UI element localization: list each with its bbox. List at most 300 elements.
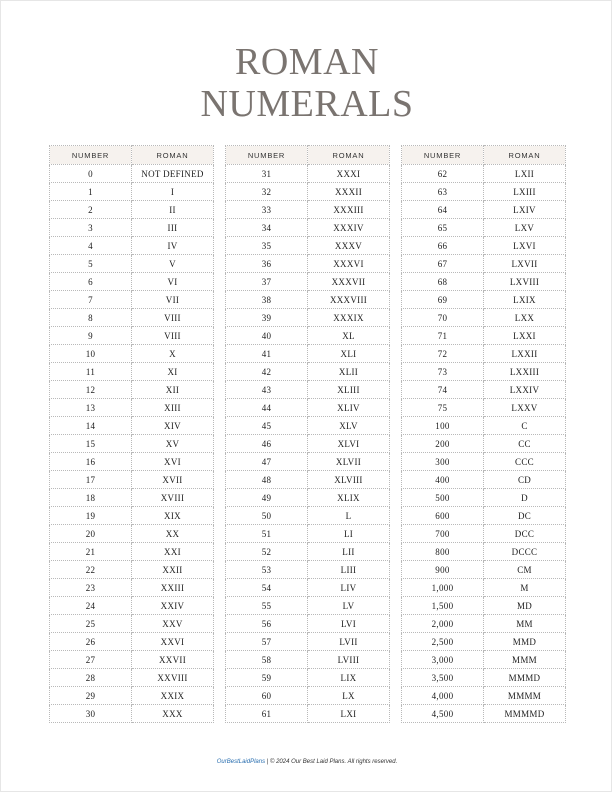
roman-cell: MD: [484, 597, 566, 615]
table-row: [226, 687, 390, 705]
column-header-roman: ROMAN: [308, 146, 390, 165]
roman-cell: L: [308, 507, 390, 525]
roman-cell: XLV: [308, 417, 390, 435]
roman-cell: LXVI: [484, 237, 566, 255]
roman-cell: LVII: [308, 633, 390, 651]
number-cell: 65: [402, 219, 484, 237]
roman-cell: XXXVIII: [308, 291, 390, 309]
number-cell: 23: [50, 579, 132, 597]
number-cell: 71: [402, 327, 484, 345]
roman-cell: MMD: [484, 633, 566, 651]
number-cell: 20: [50, 525, 132, 543]
roman-cell: VIII: [132, 327, 214, 345]
table-row: [226, 705, 390, 723]
number-cell: 14: [50, 417, 132, 435]
table-row: [226, 273, 390, 291]
number-cell: 200: [402, 435, 484, 453]
number-cell: 2,000: [402, 615, 484, 633]
table-row: [402, 507, 566, 525]
table-row: [50, 579, 214, 597]
table-row: [226, 471, 390, 489]
roman-cell: LII: [308, 543, 390, 561]
number-cell: 300: [402, 453, 484, 471]
page-title: [1, 41, 612, 125]
number-cell: 1,500: [402, 597, 484, 615]
number-cell: 3: [50, 219, 132, 237]
roman-cell: I: [132, 183, 214, 201]
roman-cell: CD: [484, 471, 566, 489]
roman-cell: XLIV: [308, 399, 390, 417]
roman-cell: XII: [132, 381, 214, 399]
roman-cell: IV: [132, 237, 214, 255]
table-row: [50, 669, 214, 687]
roman-cell: XVI: [132, 453, 214, 471]
number-cell: 55: [226, 597, 308, 615]
roman-cell: XXVII: [132, 651, 214, 669]
number-cell: 34: [226, 219, 308, 237]
roman-cell: LXI: [308, 705, 390, 723]
table-row: [402, 165, 566, 183]
number-cell: 1,000: [402, 579, 484, 597]
roman-cell: LXIII: [484, 183, 566, 201]
number-cell: 67: [402, 255, 484, 273]
table-row: [226, 453, 390, 471]
table-row: [402, 669, 566, 687]
roman-cell: XLVII: [308, 453, 390, 471]
roman-cell: XIV: [132, 417, 214, 435]
number-cell: 19: [50, 507, 132, 525]
number-cell: 4,000: [402, 687, 484, 705]
roman-cell: LX: [308, 687, 390, 705]
roman-cell: VIII: [132, 309, 214, 327]
number-cell: 11: [50, 363, 132, 381]
table-row: [50, 291, 214, 309]
number-cell: 28: [50, 669, 132, 687]
table-row: [50, 183, 214, 201]
number-cell: 800: [402, 543, 484, 561]
roman-cell: II: [132, 201, 214, 219]
title-line-1: ROMAN: [235, 41, 379, 83]
roman-cell: III: [132, 219, 214, 237]
table-row: [402, 615, 566, 633]
number-cell: 64: [402, 201, 484, 219]
number-cell: 49: [226, 489, 308, 507]
roman-cell: XIII: [132, 399, 214, 417]
number-cell: 9: [50, 327, 132, 345]
table-row: [50, 417, 214, 435]
roman-cell: XXVI: [132, 633, 214, 651]
roman-cell: LXIV: [484, 201, 566, 219]
number-cell: 24: [50, 597, 132, 615]
number-cell: 37: [226, 273, 308, 291]
number-cell: 42: [226, 363, 308, 381]
number-cell: 47: [226, 453, 308, 471]
table-row: [402, 255, 566, 273]
table-row: [226, 363, 390, 381]
table-row: [50, 201, 214, 219]
number-cell: 4,500: [402, 705, 484, 723]
number-cell: 59: [226, 669, 308, 687]
table-row: [402, 471, 566, 489]
table-row: [402, 273, 566, 291]
number-cell: 22: [50, 561, 132, 579]
number-cell: 40: [226, 327, 308, 345]
roman-cell: XLVI: [308, 435, 390, 453]
table-row: [402, 399, 566, 417]
number-cell: 25: [50, 615, 132, 633]
roman-cell: DCC: [484, 525, 566, 543]
table-row: [226, 615, 390, 633]
table-row: [402, 381, 566, 399]
table-row: [402, 327, 566, 345]
roman-cell: XLII: [308, 363, 390, 381]
table-row: [50, 615, 214, 633]
number-cell: 33: [226, 201, 308, 219]
roman-cell: XX: [132, 525, 214, 543]
table-row: [226, 237, 390, 255]
roman-cell: XXVIII: [132, 669, 214, 687]
roman-cell: XXI: [132, 543, 214, 561]
table-row: [402, 435, 566, 453]
roman-cell: XI: [132, 363, 214, 381]
column-header-number: NUMBER: [402, 146, 484, 165]
number-cell: 6: [50, 273, 132, 291]
roman-cell: LXV: [484, 219, 566, 237]
roman-cell: LXII: [484, 165, 566, 183]
number-cell: 61: [226, 705, 308, 723]
column-header-roman: ROMAN: [484, 146, 566, 165]
roman-cell: V: [132, 255, 214, 273]
number-cell: 72: [402, 345, 484, 363]
table-row: [402, 579, 566, 597]
roman-cell: XV: [132, 435, 214, 453]
table-row: [226, 543, 390, 561]
roman-cell: LV: [308, 597, 390, 615]
table-row: [50, 597, 214, 615]
table-row: [402, 687, 566, 705]
table-row: [226, 669, 390, 687]
table-row: [226, 201, 390, 219]
table-row: [50, 453, 214, 471]
roman-cell: XXXIV: [308, 219, 390, 237]
number-cell: 30: [50, 705, 132, 723]
roman-cell: XXXIII: [308, 201, 390, 219]
roman-cell: NOT DEFINED: [132, 165, 214, 183]
number-cell: 2: [50, 201, 132, 219]
number-cell: 54: [226, 579, 308, 597]
number-cell: 36: [226, 255, 308, 273]
table-row: [50, 705, 214, 723]
table-row: [226, 219, 390, 237]
number-cell: 700: [402, 525, 484, 543]
roman-cell: XXIX: [132, 687, 214, 705]
table-row: [402, 543, 566, 561]
footer-copyright: | © 2024 Our Best Laid Plans. All rights reserved.: [265, 759, 398, 765]
roman-cell: XXXVI: [308, 255, 390, 273]
roman-cell: LI: [308, 525, 390, 543]
roman-cell: CCC: [484, 453, 566, 471]
roman-cell: D: [484, 489, 566, 507]
number-cell: 56: [226, 615, 308, 633]
table-row: [226, 633, 390, 651]
table-row: [402, 417, 566, 435]
roman-cell: XXIV: [132, 597, 214, 615]
column-header-number: NUMBER: [226, 146, 308, 165]
table-row: [50, 525, 214, 543]
roman-cell: XLIX: [308, 489, 390, 507]
table-row: [402, 237, 566, 255]
table-row: [50, 309, 214, 327]
roman-cell: XXIII: [132, 579, 214, 597]
table-row: [226, 489, 390, 507]
numerals-table-1: [49, 145, 213, 723]
roman-cell: XVIII: [132, 489, 214, 507]
roman-cell: XXV: [132, 615, 214, 633]
number-cell: 21: [50, 543, 132, 561]
table-row: [50, 273, 214, 291]
table-row: [402, 651, 566, 669]
table-row: [50, 345, 214, 363]
column-header-number: NUMBER: [50, 146, 132, 165]
table-row: [50, 363, 214, 381]
table-row: [226, 291, 390, 309]
table-row: [402, 525, 566, 543]
number-cell: 3,500: [402, 669, 484, 687]
number-cell: 48: [226, 471, 308, 489]
table-row: [226, 435, 390, 453]
number-cell: 41: [226, 345, 308, 363]
number-cell: 45: [226, 417, 308, 435]
header-row: [50, 146, 214, 165]
number-cell: 39: [226, 309, 308, 327]
number-cell: 16: [50, 453, 132, 471]
number-cell: 62: [402, 165, 484, 183]
roman-cell: XLI: [308, 345, 390, 363]
table-row: [50, 687, 214, 705]
roman-cell: XIX: [132, 507, 214, 525]
table-row: [226, 309, 390, 327]
table-row: [50, 543, 214, 561]
roman-cell: MM: [484, 615, 566, 633]
number-cell: 38: [226, 291, 308, 309]
roman-cell: LXXV: [484, 399, 566, 417]
table-row: [226, 579, 390, 597]
roman-cell: XVII: [132, 471, 214, 489]
roman-cell: XL: [308, 327, 390, 345]
roman-cell: X: [132, 345, 214, 363]
table-row: [50, 651, 214, 669]
table-row: [50, 237, 214, 255]
number-cell: 26: [50, 633, 132, 651]
roman-cell: XXXI: [308, 165, 390, 183]
number-cell: 46: [226, 435, 308, 453]
number-cell: 500: [402, 489, 484, 507]
table-row: [50, 255, 214, 273]
roman-cell: VII: [132, 291, 214, 309]
roman-cell: LXVII: [484, 255, 566, 273]
numerals-table-2: [225, 145, 389, 723]
table-row: [226, 345, 390, 363]
number-cell: 100: [402, 417, 484, 435]
roman-cell: XXXII: [308, 183, 390, 201]
roman-cell: CM: [484, 561, 566, 579]
number-cell: 74: [402, 381, 484, 399]
number-cell: 12: [50, 381, 132, 399]
table-row: [226, 183, 390, 201]
number-cell: 1: [50, 183, 132, 201]
number-cell: 3,000: [402, 651, 484, 669]
roman-cell: LVI: [308, 615, 390, 633]
table-row: [402, 489, 566, 507]
roman-cell: LXXII: [484, 345, 566, 363]
table-row: [402, 597, 566, 615]
number-cell: 70: [402, 309, 484, 327]
table-row: [50, 471, 214, 489]
roman-cell: DC: [484, 507, 566, 525]
number-cell: 18: [50, 489, 132, 507]
number-cell: 35: [226, 237, 308, 255]
number-cell: 5: [50, 255, 132, 273]
number-cell: 66: [402, 237, 484, 255]
table-row: [50, 381, 214, 399]
number-cell: 8: [50, 309, 132, 327]
table-row: [402, 633, 566, 651]
footer: [1, 759, 612, 765]
table-row: [402, 453, 566, 471]
roman-cell: XXXIX: [308, 309, 390, 327]
number-cell: 600: [402, 507, 484, 525]
roman-cell: LXXIII: [484, 363, 566, 381]
table-row: [50, 489, 214, 507]
roman-cell: MMMMD: [484, 705, 566, 723]
header-row: [402, 146, 566, 165]
table-row: [50, 561, 214, 579]
table-row: [402, 291, 566, 309]
table-row: [50, 327, 214, 345]
table-row: [226, 255, 390, 273]
roman-cell: XLIII: [308, 381, 390, 399]
roman-cell: LIX: [308, 669, 390, 687]
number-cell: 2,500: [402, 633, 484, 651]
roman-cell: XXX: [132, 705, 214, 723]
roman-cell: LXX: [484, 309, 566, 327]
number-cell: 50: [226, 507, 308, 525]
number-cell: 68: [402, 273, 484, 291]
roman-cell: MMMM: [484, 687, 566, 705]
table-row: [402, 705, 566, 723]
table-row: [50, 507, 214, 525]
roman-cell: CC: [484, 435, 566, 453]
number-cell: 58: [226, 651, 308, 669]
table-row: [402, 183, 566, 201]
roman-cell: XXXVII: [308, 273, 390, 291]
table-row: [402, 219, 566, 237]
roman-cell: LXIX: [484, 291, 566, 309]
table-row: [226, 561, 390, 579]
numerals-table: [401, 145, 566, 723]
roman-cell: VI: [132, 273, 214, 291]
table-row: [402, 363, 566, 381]
roman-cell: LVIII: [308, 651, 390, 669]
roman-cell: M: [484, 579, 566, 597]
table-row: [226, 651, 390, 669]
number-cell: 10: [50, 345, 132, 363]
number-cell: 32: [226, 183, 308, 201]
number-cell: 73: [402, 363, 484, 381]
roman-cell: LXVIII: [484, 273, 566, 291]
roman-cell: LXXIV: [484, 381, 566, 399]
number-cell: 17: [50, 471, 132, 489]
number-cell: 52: [226, 543, 308, 561]
title-line-2: NUMERALS: [200, 83, 414, 125]
column-header-roman: ROMAN: [132, 146, 214, 165]
numerals-table: [225, 145, 390, 723]
number-cell: 60: [226, 687, 308, 705]
roman-cell: DCCC: [484, 543, 566, 561]
table-row: [402, 309, 566, 327]
table-row: [402, 201, 566, 219]
number-cell: 0: [50, 165, 132, 183]
table-row: [226, 381, 390, 399]
numerals-table: [49, 145, 214, 723]
roman-cell: XXII: [132, 561, 214, 579]
number-cell: 31: [226, 165, 308, 183]
number-cell: 900: [402, 561, 484, 579]
table-row: [50, 165, 214, 183]
number-cell: 400: [402, 471, 484, 489]
roman-cell: XXXV: [308, 237, 390, 255]
number-cell: 4: [50, 237, 132, 255]
number-cell: 53: [226, 561, 308, 579]
number-cell: 44: [226, 399, 308, 417]
table-row: [402, 345, 566, 363]
roman-cell: LIII: [308, 561, 390, 579]
table-row: [50, 633, 214, 651]
table-row: [226, 525, 390, 543]
table-row: [226, 327, 390, 345]
number-cell: 57: [226, 633, 308, 651]
table-row: [226, 417, 390, 435]
number-cell: 13: [50, 399, 132, 417]
roman-cell: MMMD: [484, 669, 566, 687]
table-row: [226, 165, 390, 183]
roman-cell: XLVIII: [308, 471, 390, 489]
table-row: [50, 219, 214, 237]
roman-cell: LIV: [308, 579, 390, 597]
number-cell: 29: [50, 687, 132, 705]
table-row: [50, 399, 214, 417]
header-row: [226, 146, 390, 165]
table-row: [50, 435, 214, 453]
table-row: [226, 507, 390, 525]
number-cell: 51: [226, 525, 308, 543]
number-cell: 27: [50, 651, 132, 669]
number-cell: 63: [402, 183, 484, 201]
table-row: [402, 561, 566, 579]
table-row: [226, 399, 390, 417]
number-cell: 69: [402, 291, 484, 309]
footer-brand-link[interactable]: OurBestLaidPlans: [216, 759, 266, 765]
number-cell: 15: [50, 435, 132, 453]
number-cell: 43: [226, 381, 308, 399]
roman-cell: MMM: [484, 651, 566, 669]
numerals-table-3: [401, 145, 565, 723]
number-cell: 7: [50, 291, 132, 309]
roman-cell: LXXI: [484, 327, 566, 345]
roman-cell: C: [484, 417, 566, 435]
table-row: [226, 597, 390, 615]
number-cell: 75: [402, 399, 484, 417]
